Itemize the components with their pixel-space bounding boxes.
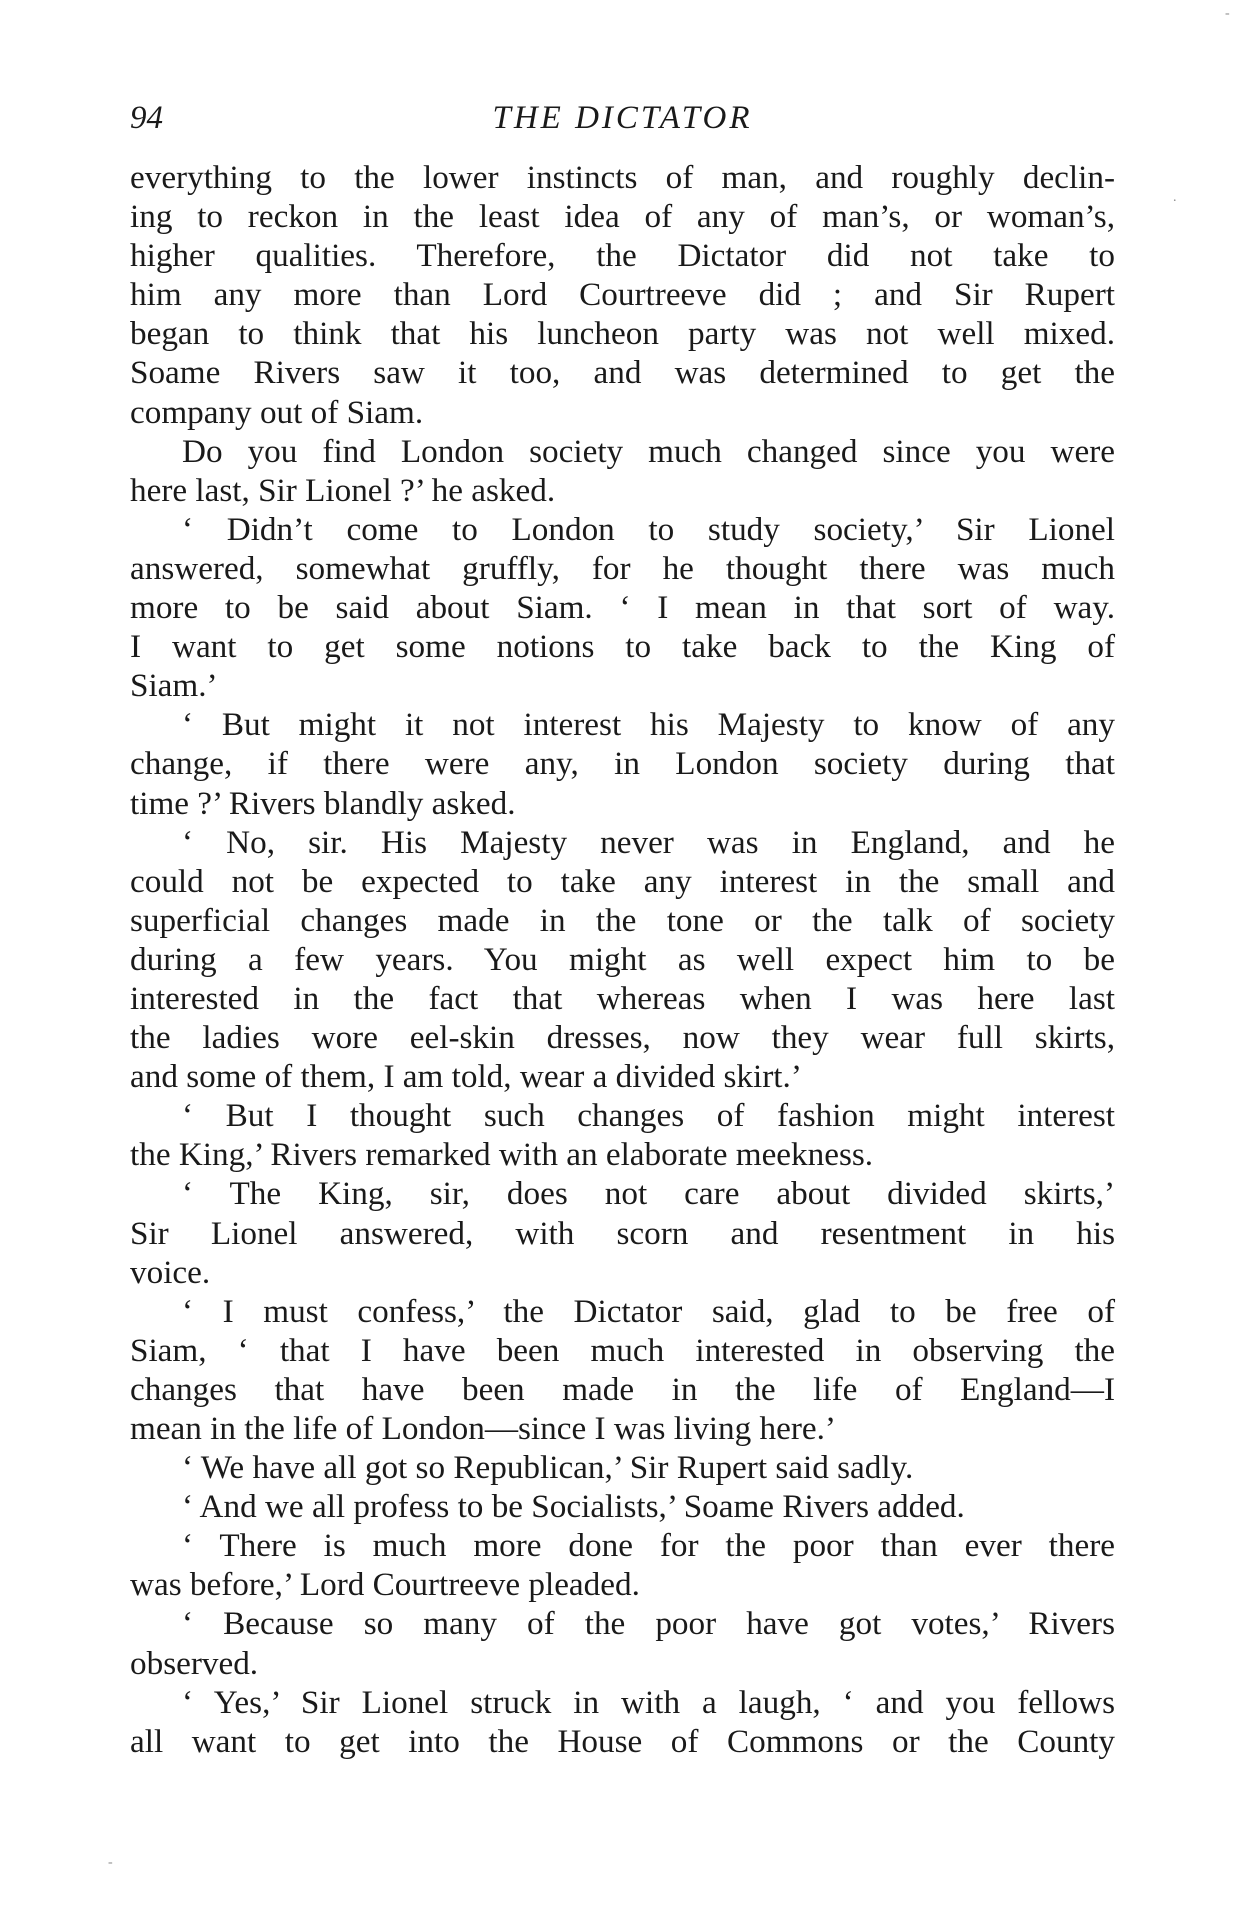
text-line: ‘ But I thought such changes of fashion might interest <box>182 1097 1115 1135</box>
edge-mark: - <box>108 1855 113 1870</box>
text-line: answered, somewhat gruffly, for he thought there was much <box>130 549 1115 587</box>
text-line: ‘ But might it not interest his Majesty to know of any <box>182 706 1115 744</box>
text-line: could not be expected to take any interest in the small and <box>130 862 1115 900</box>
text-line: mean in the life of London—since I was living here.’ <box>130 1410 836 1447</box>
text-line: was before,’ Lord Courtreeve pleaded. <box>130 1566 640 1604</box>
text-line: changes that have been made in the life of England—I <box>130 1370 1115 1408</box>
text-line: observed. <box>130 1644 259 1682</box>
text-line: ‘ We have all got so Republican,’ Sir Rupert said sadly. <box>182 1449 914 1487</box>
text-line: ‘ There is much more done for the poor than ever there <box>182 1527 1115 1565</box>
text-line: higher qualities. Therefore, the Dictator did not take to <box>130 237 1115 275</box>
edge-mark: . <box>1173 190 1177 205</box>
text-line: company out of Siam. <box>130 393 424 431</box>
text-line: began to think that his luncheon party was not well mixed. <box>130 315 1115 353</box>
text-line: ‘ No, sir. His Majesty never was in England, and he <box>182 823 1115 861</box>
text-line: him any more than Lord Courtreeve did ; and Sir Rupert <box>130 276 1115 314</box>
text-line: the King,’ Rivers remarked with an elaborate meekness. <box>130 1136 874 1174</box>
page-number: 94 <box>130 100 163 136</box>
text-line: Sir Lionel answered, with scorn and resentment in his <box>130 1214 1115 1252</box>
text-line: ing to reckon in the least idea of any of man’s, or woman’s, <box>130 198 1115 236</box>
text-line: change, if there were any, in London society during that <box>130 745 1115 783</box>
text-line: superficial changes made in the tone or the talk of society <box>130 901 1115 939</box>
running-title: THE DICTATOR <box>492 100 753 136</box>
text-line: Siam.’ <box>130 667 218 705</box>
text-line: and some of them, I am told, wear a divided skirt.’ <box>130 1058 802 1096</box>
text-line: more to be said about Siam. ‘ I mean in that sort of way. <box>130 589 1115 627</box>
running-head <box>130 100 1115 150</box>
edge-mark: - <box>1225 6 1230 21</box>
text-line: everything to the lower instincts of man, and roughly declin- <box>130 159 1115 196</box>
text-line: all want to get into the House of Commons or the County <box>130 1722 1115 1760</box>
text-line: here last, Sir Lionel ?’ he asked. <box>130 471 556 509</box>
body-text <box>130 158 1115 1761</box>
text-line: I want to get some notions to take back to the King of <box>130 628 1115 666</box>
text-line: time ?’ Rivers blandly asked. <box>130 784 516 822</box>
text-line: Soame Rivers saw it too, and was determined to get the <box>130 354 1115 392</box>
text-line: voice. <box>130 1253 211 1291</box>
text-line: the ladies wore eel-skin dresses, now they wear full skirts, <box>130 1019 1115 1057</box>
text-line: during a few years. You might as well expect him to be <box>130 940 1115 978</box>
text-line: ‘ I must confess,’ the Dictator said, glad to be free of <box>182 1292 1115 1330</box>
text-line: Siam, ‘ that I have been much interested in observing the <box>130 1331 1115 1369</box>
text-line: ‘ And we all profess to be Socialists,’ Soame Rivers added. <box>182 1488 965 1526</box>
text-line: ‘ The King, sir, does not care about divided skirts,’ <box>182 1175 1115 1213</box>
text-line: interested in the fact that whereas when I was here last <box>130 979 1115 1017</box>
text-line: ‘ Didn’t come to London to study society,’ Sir Lionel <box>182 510 1115 548</box>
text-line: ‘ Because so many of the poor have got votes,’ Rivers <box>182 1605 1115 1643</box>
text-line: Do you find London society much changed since you were <box>182 432 1115 470</box>
text-line: ‘ Yes,’ Sir Lionel struck in with a laugh, ‘ and you fellows <box>182 1683 1115 1721</box>
